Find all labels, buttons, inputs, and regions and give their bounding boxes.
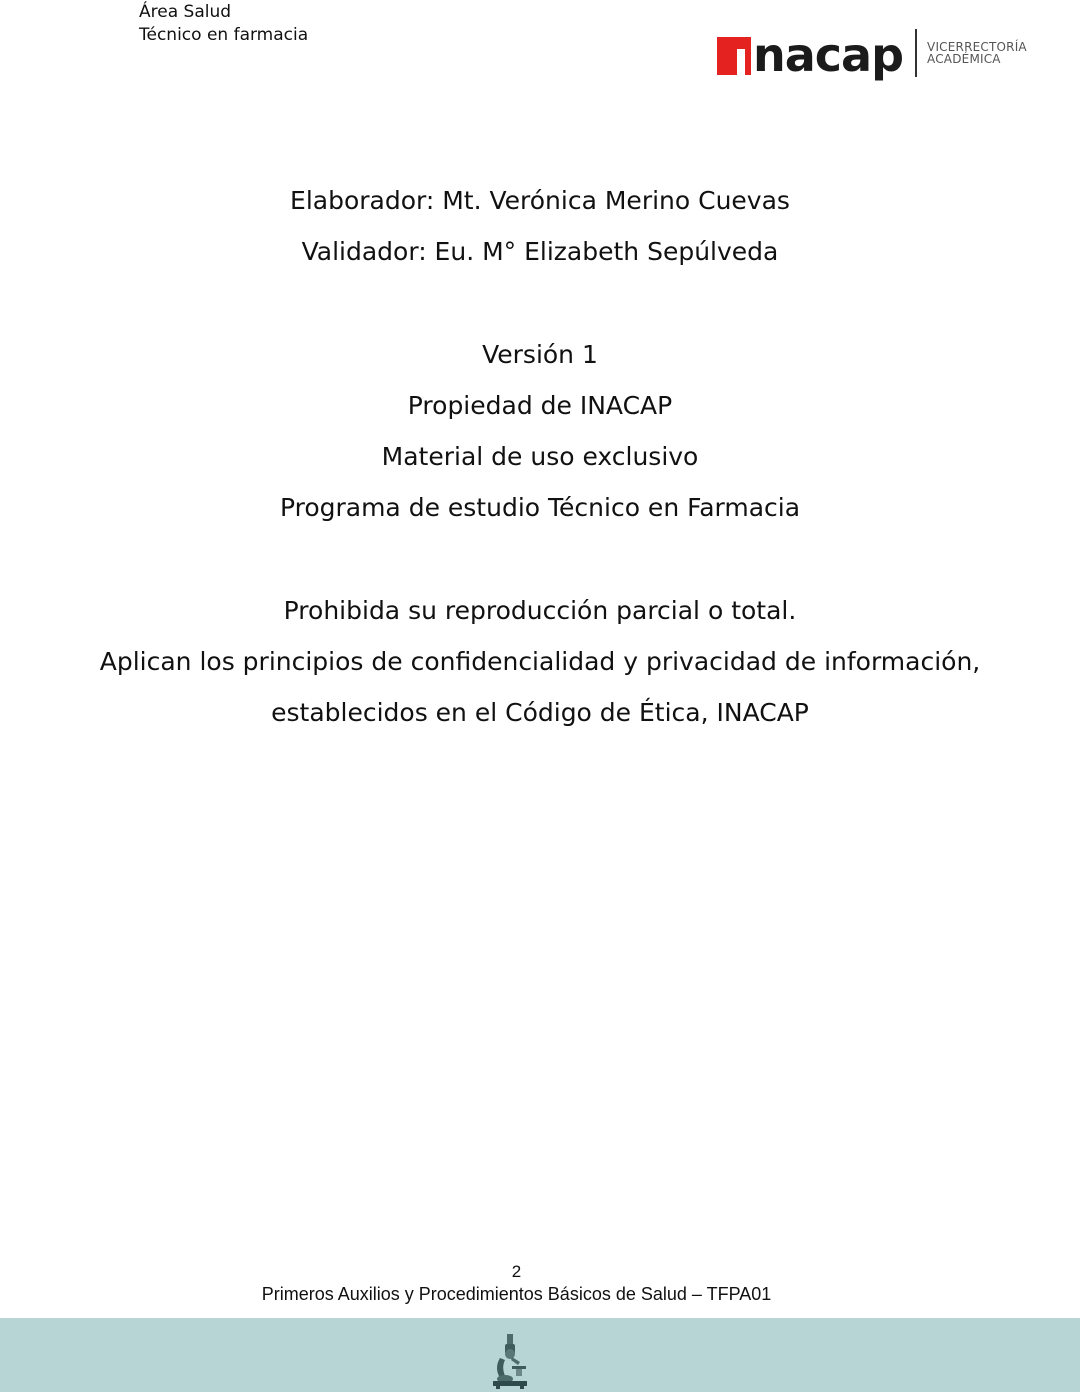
propiedad-line: Propiedad de INACAP	[407, 390, 673, 420]
credits-block	[0, 182, 1080, 746]
establecidos-line: establecidos en el Código de Ética, INACAP	[271, 698, 809, 728]
programa-line: Programa de estudio Técnico en Farmacia	[279, 493, 801, 523]
aplican-line: Aplican los principios de confidencialidad y privacidad de información,	[99, 647, 981, 677]
version-line: Versión 1	[482, 339, 598, 369]
footer-course-title: Primeros Auxilios y Procedimientos Básicos de Salud – TFPA01	[261, 1284, 772, 1304]
inacap-logo	[717, 28, 1027, 82]
inacap-red-block-icon	[717, 37, 751, 75]
prohibida-line: Prohibida su reproducción parcial o total.	[283, 595, 797, 625]
microscope-icon	[490, 1332, 530, 1390]
inacap-wordmark: nacap	[753, 28, 904, 82]
logo-subtitle-line1: VICERRECTORÍA	[927, 40, 1027, 54]
elaborador-line: Elaborador: Mt. Verónica Merino Cuevas	[290, 186, 790, 215]
page-number: 2	[511, 1262, 522, 1281]
logo-subtitle-line2: ACADÉMICA	[927, 52, 1001, 66]
area-label: Área Salud	[139, 2, 232, 22]
logo-divider	[915, 29, 917, 77]
program-label: Técnico en farmacia	[139, 25, 309, 45]
inacap-logo-mark	[717, 28, 904, 82]
material-line: Material de uso exclusivo	[381, 442, 699, 472]
logo-subtitle	[927, 41, 1027, 65]
validador-line: Validador: Eu. M° Elizabeth Sepúlveda	[301, 237, 779, 267]
footer-band	[0, 1318, 1080, 1392]
header-left	[139, 1, 308, 47]
